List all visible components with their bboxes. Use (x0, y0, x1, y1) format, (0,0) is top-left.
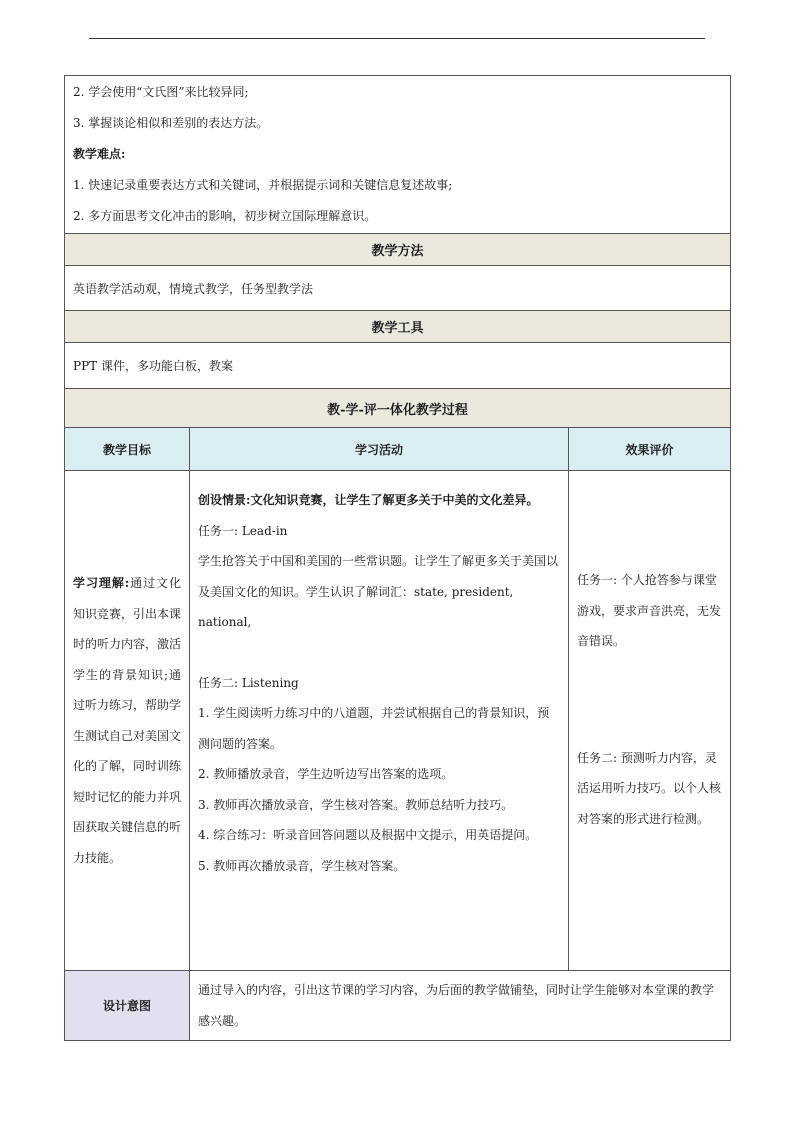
activity-cell (190, 471, 569, 971)
column-header-row (65, 428, 731, 471)
col-header-goal: 教学目标 (65, 428, 190, 471)
objectives-cell (65, 76, 731, 234)
objective-line: 2. 学会使用“文氏图”来比较异同; (73, 85, 249, 99)
design-label: 设计意图 (65, 971, 190, 1041)
methods-row (65, 266, 731, 311)
task2-item: 3. 教师再次播放录音，学生核对答案。教师总结听力技巧。 (198, 797, 514, 812)
task1-text: 学生抢答关于中国和美国的一些常识题。让学生了解更多关于美国以及美国文化的知识。学生认识了解词汇：state, president, national, (198, 554, 559, 629)
process-row (65, 471, 731, 971)
methods-content: 英语教学活动观，情境式教学，任务型教学法 (65, 266, 731, 311)
task2-item: 1. 学生阅读听力练习中的八道题，并尝试根据自己的背景知识，预测问题的答案。 (198, 706, 550, 751)
evaluation-task2: 任务二: 预测听力内容，灵活运用听力技巧。以个人核对答案的形式进行检测。 (577, 750, 722, 826)
tools-heading-row (65, 311, 731, 343)
methods-heading-row (65, 234, 731, 266)
goal-cell (65, 471, 190, 971)
task2-item: 4. 综合练习：听录音回答问题以及根据中文提示，用英语提问。 (198, 828, 538, 842)
task2-item: 2. 教师播放录音，学生边听边写出答案的选项。 (198, 767, 454, 781)
evaluation-task1: 任务一: 个人抢答参与课堂游戏，要求声音洪亮，无发音错误。 (577, 573, 722, 648)
lesson-plan-table (64, 75, 731, 1041)
tools-content: PPT 课件，多功能白板，教案 (65, 343, 731, 389)
design-text: 通过导入的内容，引出这节课的学习内容，为后面的教学做铺垫，同时让学生能够对本堂课的教学感兴趣。 (198, 983, 715, 1028)
difficulty-line: 2. 多方面思考文化冲击的影响，初步树立国际理解意识。 (73, 209, 377, 223)
tools-row (65, 343, 731, 389)
col-header-evaluation: 效果评价 (569, 428, 731, 471)
task2-title: 任务二: Listening (198, 675, 299, 690)
process-heading: 教-学-评一体化教学过程 (65, 389, 731, 428)
objectives-row (65, 76, 731, 234)
methods-heading: 教学方法 (65, 234, 731, 266)
spacer (577, 485, 722, 565)
objective-line: 3. 掌握谈论相似和差别的表达方法。 (73, 116, 269, 130)
scenario-text: 文化知识竞赛，让学生了解更多关于中美的文化差异。 (250, 493, 539, 507)
process-heading-row (65, 389, 731, 428)
header-rule (89, 38, 705, 39)
task1-title: 任务一: Lead-in (198, 523, 288, 538)
goal-text: 通过文化知识竞赛，引出本课时的听力内容，激活学生的背景知识;通过听力练习，帮助学生测试自己对美国文化的了解，同时训练短时记忆的能力并巩固获取关键信息的听力技能。 (73, 576, 182, 865)
tools-heading: 教学工具 (65, 311, 731, 343)
design-text-cell (190, 971, 731, 1041)
scenario-label: 创设情景: (198, 493, 251, 507)
design-row (65, 971, 731, 1041)
goal-label: 学习理解: (73, 576, 130, 590)
difficulty-line: 1. 快速记录重要表达方式和关键词，并根据提示词和关键信息复述故事; (73, 178, 453, 192)
col-header-activity: 学习活动 (190, 428, 569, 471)
spacer (577, 657, 722, 743)
task2-item: 5. 教师再次播放录音，学生核对答案。 (198, 858, 406, 873)
difficulty-heading: 教学难点: (73, 147, 126, 161)
evaluation-cell (569, 471, 731, 971)
spacer (198, 638, 560, 668)
